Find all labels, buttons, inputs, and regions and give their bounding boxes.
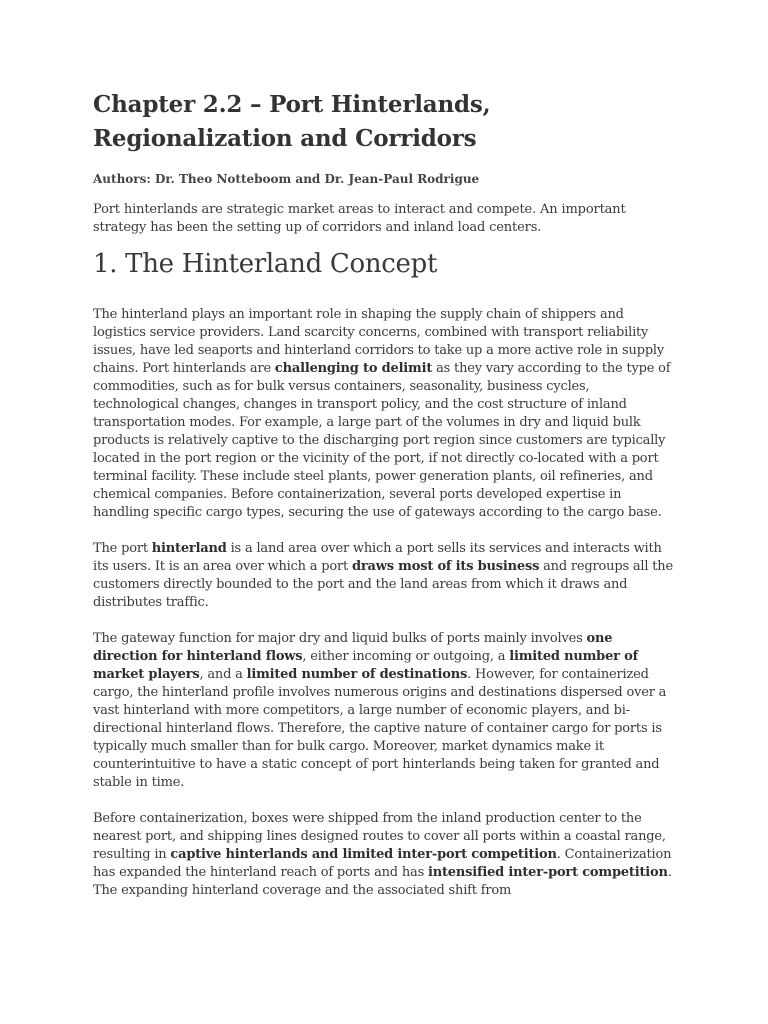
chapter-title-line-2: Regionalization and Corridors (93, 125, 477, 152)
emphasized-text: hinterland (151, 541, 227, 556)
body-text (93, 306, 677, 900)
paragraph-text: , either incoming or outgoing, a (302, 649, 510, 664)
emphasized-text: one direction for hinterland flows (93, 631, 613, 664)
paragraph-text: The gateway function for major dry and liquid bulks of ports mainly involves (93, 631, 587, 646)
paragraph-text: and regroups all the customers directly bounded to the port and the land areas from which it draws and distributes traffic. (93, 559, 673, 610)
chapter-title (93, 88, 677, 156)
chapter-title-line-1: Chapter 2.2 – Port Hinterlands, (93, 91, 491, 118)
paragraph-text: . However, for containerized cargo, the hinterland profile involves numerous origins and destinations dispersed over a vast hinterland with more competitors, a large number of economic players, and bi-directional hinterland flows. Therefore, the captive nature of container cargo for ports is typically much smaller than for bulk cargo. Moreover, market dynamics make it counterintuitive to have a static concept of port hinterlands being taken for granted and stable in time. (93, 667, 667, 790)
document-page (93, 88, 677, 918)
body-paragraph (93, 630, 677, 792)
intro-paragraph: Port hinterlands are strategic market areas to interact and compete. An important strategy has been the setting up of corridors and inland load centers. (93, 202, 626, 235)
paragraph-text: The hinterland plays an important role in shaping the supply chain of shippers and logistics service providers. Land scarcity concerns, combined with transport reliability issues, have led seaports and hinterland corridors to take up a more active role in supply chains. Port hinterlands are (93, 307, 665, 376)
emphasized-text: limited number of destinations (246, 667, 468, 682)
paragraph-text: , and a (199, 667, 247, 682)
paragraph-text: as they vary according to the type of commodities, such as for bulk versus containers, seasonality, business cycles, technological changes, changes in transport policy, and the cost structure of inland transportation modes. For example, a large part of the volumes in dry and liquid bulk products is relatively captive to the discharging port region since customers are typically located in the port region or the vicinity of the port, if not directly co-located with a port terminal facility. These include steel plants, power generation plants, oil refineries, and chemical companies. Before containerization, several ports developed expertise in handling specific cargo types, securing the use of gateways according to the cargo base. (93, 361, 671, 520)
emphasized-text: captive hinterlands and limited inter-port competition (170, 847, 557, 862)
emphasized-text: intensified inter-port competition (427, 865, 668, 880)
paragraph-text: The port (93, 541, 152, 556)
emphasized-text: limited number of market players (93, 649, 638, 682)
body-paragraph (93, 540, 677, 612)
section-heading: 1. The Hinterland Concept (93, 249, 438, 279)
body-paragraph (93, 810, 677, 900)
paragraph-text: Before containerization, boxes were shipped from the inland production center to the nearest port, and shipping lines designed routes to cover all ports within a coastal range, resulting in (93, 811, 666, 862)
paragraph-text: is a land area over which a port sells its services and interacts with its users. It is an area over which a port (93, 541, 662, 574)
emphasized-text: draws most of its business (351, 559, 540, 574)
authors-line: Authors: Dr. Theo Notteboom and Dr. Jean-Paul Rodrigue (93, 172, 480, 186)
emphasized-text: challenging to delimit (274, 361, 433, 376)
body-paragraph (93, 306, 677, 522)
paragraph-text: . Containerization has expanded the hinterland reach of ports and has (93, 847, 672, 880)
paragraph-text: . The expanding hinterland coverage and the associated shift from (93, 865, 672, 898)
